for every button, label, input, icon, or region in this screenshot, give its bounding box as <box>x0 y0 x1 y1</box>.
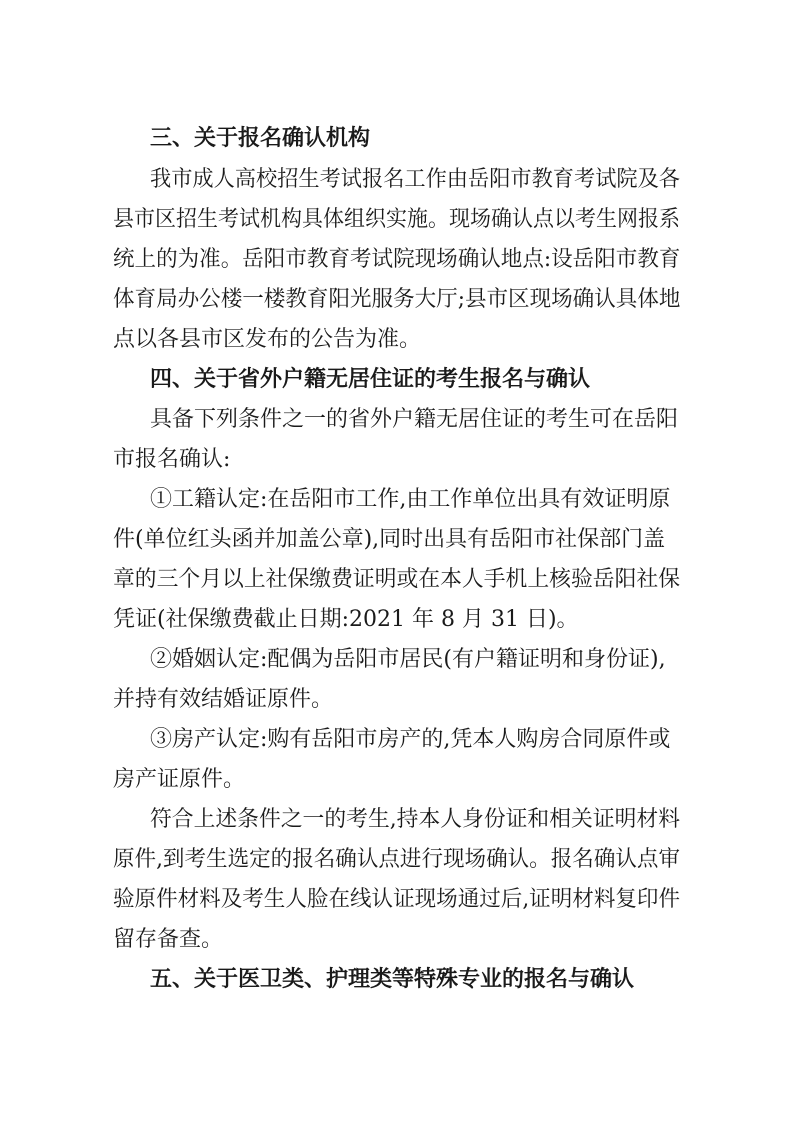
text-line: 点以各县市区发布的公告为准。 <box>113 327 422 352</box>
text-line: 房产证原件。 <box>113 767 246 792</box>
text-line: 符合上述条件之一的考生,持本人身份证和相关证明材料 <box>150 807 680 832</box>
text-line: 原件,到考生选定的报名确认点进行现场确认。报名确认点审 <box>113 847 680 872</box>
text-line: 凭证(社保缴费截止日期:2021 年 8 月 31 日)。 <box>113 607 579 632</box>
text-line: ③房产认定:购有岳阳市房产的,凭本人购房合同原件或 <box>150 727 671 752</box>
text-line: 章的三个月以上社保缴费证明或在本人手机上核验岳阳社保 <box>113 567 681 592</box>
text-line: 留存备查。 <box>113 927 224 952</box>
text-line: 具备下列条件之一的省外户籍无居住证的考生可在岳阳 <box>150 407 679 432</box>
text-line: 件(单位红头函并加盖公章),同时出具有岳阳市社保部门盖 <box>113 527 666 552</box>
section-heading-5: 五、关于医卫类、护理类等特殊专业的报名与确认 <box>150 967 635 992</box>
text-line: 验原件材料及考生人脸在线认证现场通过后,证明材料复印件 <box>113 887 680 912</box>
text-line: 并持有效结婚证原件。 <box>113 687 334 712</box>
text-line: 市报名确认: <box>113 447 231 472</box>
text-line: 我市成人高校招生考试报名工作由岳阳市教育考试院及各 <box>150 167 681 192</box>
text-line: 县市区招生考试机构具体组织实施。现场确认点以考生网报系 <box>113 207 681 232</box>
text-line: ①工籍认定:在岳阳市工作,由工作单位出具有效证明原 <box>150 487 671 512</box>
text-line: 统上的为准。岳阳市教育考试院现场确认地点:设岳阳市教育 <box>113 247 681 272</box>
section-heading-3: 三、关于报名确认机构 <box>150 126 371 151</box>
text-line: ②婚姻认定:配偶为岳阳市居民(有户籍证明和身份证), <box>150 647 666 672</box>
section-heading-4: 四、关于省外户籍无居住证的考生报名与确认 <box>150 367 591 392</box>
text-line: 体育局办公楼一楼教育阳光服务大厅;县市区现场确认具体地 <box>113 287 681 312</box>
